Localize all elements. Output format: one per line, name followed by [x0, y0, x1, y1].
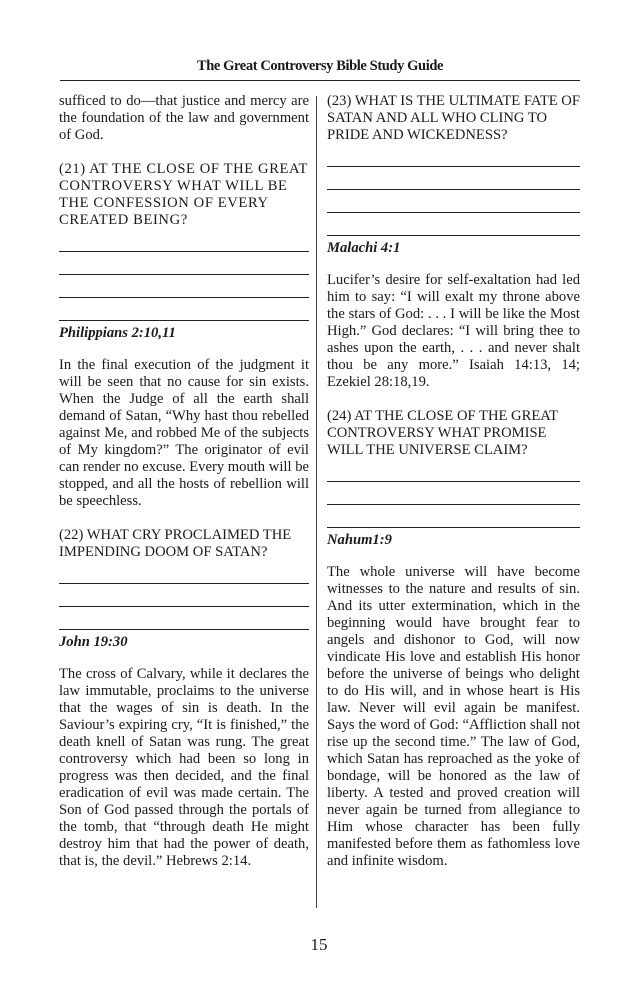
- answer-line[interactable]: [327, 213, 580, 236]
- running-header: The Great Controversy Bible Study Guide: [196, 58, 444, 74]
- answer-line[interactable]: [59, 607, 309, 630]
- answer-line[interactable]: [327, 482, 580, 505]
- paragraph-23: Lucifer’s desire for self-exaltation had led him to say: “I will exalt my throne above the stars of God: . . . I will be like the Most High.” God declares: “I will bring thee to ashes upon the earth, . . . and never shalt thou be any more.” Isaiah 14:13, 14; Ezekiel 28:18,19.: [327, 272, 580, 390]
- question-24: (24) AT THE CLOSE OF THE GREAT CONTROVERSY WHAT PROMISE WILL THE UNIVERSE CLAIM?: [327, 408, 558, 458]
- answer-line[interactable]: [327, 190, 580, 213]
- column-divider: [316, 96, 317, 908]
- scripture-reference-21: Philippians 2:10,11: [59, 325, 176, 341]
- question-23: (23) WHAT IS THE ULTIMATE FATE OF SATAN AND ALL WHO CLING TO PRIDE AND WICKEDNESS?: [327, 93, 580, 143]
- scripture-reference-24: Nahum1:9: [327, 532, 392, 548]
- answer-lines-24: [327, 459, 580, 528]
- answer-line[interactable]: [327, 505, 580, 528]
- answer-line[interactable]: [59, 252, 309, 275]
- answer-line[interactable]: [327, 459, 580, 482]
- intro-paragraph: sufficed to do—that justice and mercy are the foundation of the law and government of God.: [59, 93, 309, 143]
- paragraph-24: The whole universe will have become witnesses to the nature and results of sin. And its utter extermination, which in the beginning would have brought fear to angels and dishonor to God, will now vindicate His love and establish His honor before the universe of beings who delight to do His will, and in whose heart is His law. Never will evil again be manifest. Says the word of God: “Affliction shall not rise up the second time.” The law of God, which Satan has reproached as the yoke of bondage, will be honored as the law of liberty. A tested and proved creation will never again be turned from allegiance to Him whose character has been fully manifested before them as fathomless love and infinite wisdom.: [327, 564, 580, 869]
- question-21: (21) AT THE CLOSE OF THE GREAT CONTROVERSY WHAT WILL BE THE CONFESSION OF EVERY CREATED BEING?: [59, 161, 308, 228]
- answer-lines-21: [59, 229, 309, 321]
- answer-line[interactable]: [59, 584, 309, 607]
- answer-line[interactable]: [327, 144, 580, 167]
- answer-line[interactable]: [59, 275, 309, 298]
- answer-lines-23: [327, 144, 580, 236]
- paragraph-21: In the final execution of the judgment it will be seen that no cause for sin exists. When the Judge of all the earth shall demand of Satan, “Why hast thou rebelled against Me, and robbed Me of the subjects of My kingdom?” The originator of evil can render no excuse. Every mouth will be stopped, and all the hosts of rebellion will be speechless.: [59, 357, 309, 509]
- answer-line[interactable]: [59, 229, 309, 252]
- page-number: 15: [310, 935, 328, 954]
- header-rule: [60, 80, 580, 81]
- answer-line[interactable]: [59, 561, 309, 584]
- scripture-reference-22: John 19:30: [59, 634, 128, 650]
- scripture-reference-23: Malachi 4:1: [327, 240, 401, 256]
- answer-line[interactable]: [59, 298, 309, 321]
- question-22: (22) WHAT CRY PROCLAIMED THE IMPENDING DOOM OF SATAN?: [59, 527, 292, 560]
- answer-line[interactable]: [327, 167, 580, 190]
- answer-lines-22: [59, 561, 309, 630]
- paragraph-22: The cross of Calvary, while it declares the law immutable, proclaims to the universe that the wages of sin is death. In the Saviour’s expiring cry, “It is finished,” the death knell of Satan was rung. The great controversy which had been so long in progress was then decided, and the final eradication of evil was made certain. The Son of God passed through the portals of the tomb, that “through death He might destroy him that had the power of death, that is, the devil.” Hebrews 2:14.: [59, 666, 309, 869]
- left-column: [59, 93, 309, 870]
- right-column: [327, 93, 580, 870]
